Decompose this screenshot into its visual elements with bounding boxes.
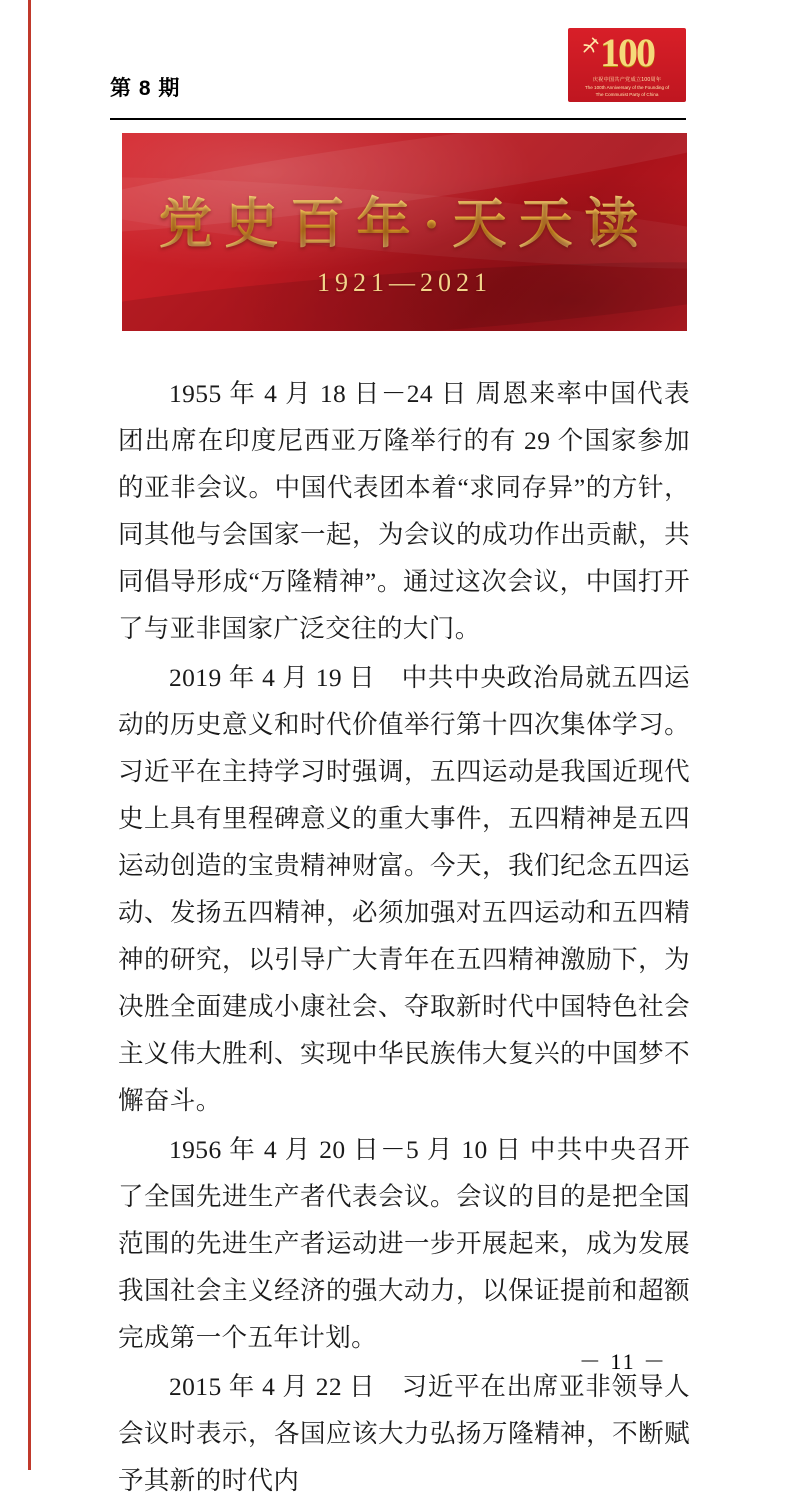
party-history-banner bbox=[122, 133, 687, 331]
emblem-english-caption-1: The 100th Anniversary of the Founding of bbox=[584, 85, 670, 90]
emblem-english-caption-2: The Communist Party of China bbox=[595, 92, 659, 97]
article-body bbox=[118, 370, 690, 1506]
paragraph: 1956 年 4 月 20 日－5 月 10 日 中共中央召开了全国先进生产者代表会议。会议的目的是把全国范围的先进生产者运动进一步开展起来，成为发展我国社会主义经济的强大动力，以保证提前和超额完成第一个五年计划。 bbox=[118, 1135, 690, 1352]
emblem-number: 100 bbox=[600, 30, 654, 75]
hammer-sickle-icon bbox=[578, 35, 604, 61]
paragraph: 2015 年 4 月 22 日 习近平在出席亚非领导人会议时表示，各国应该大力弘扬万隆精神，不断赋予其新的时代内 bbox=[118, 1372, 690, 1495]
paragraph: 2019 年 4 月 19 日 中共中央政治局就五四运动的历史意义和时代价值举行第十四次集体学习。习近平在主持学习时强调，五四运动是我国近现代史上具有里程碑意义的重大事件，五四精神是五四运动创造的宝贵精神财富。今天，我们纪念五四运动、发扬五四精神，必须加强对五四运动和五四精神的研究，以引导广大青年在五四精神激励下，为决胜全面建成小康社会、夺取新时代中国特色社会主义伟大胜利、实现中华民族伟大复兴的中国梦不懈奋斗。 bbox=[118, 663, 690, 1115]
banner-title: 党史百年·天天读 bbox=[122, 181, 687, 258]
page-number: － 11 － bbox=[578, 1349, 668, 1374]
left-margin-rule bbox=[28, 0, 31, 1470]
banner-years: 1921—2021 bbox=[317, 268, 492, 297]
cpc-100th-anniversary-emblem bbox=[568, 28, 686, 102]
header-divider bbox=[110, 118, 686, 120]
issue-label: 第 8 期 bbox=[110, 77, 181, 100]
emblem-chinese-caption: 庆祝中国共产党成立100周年 bbox=[592, 77, 662, 83]
paragraph: 1955 年 4 月 18 日－24 日 周恩来率中国代表团出席在印度尼西亚万隆举行的有 29 个国家参加的亚非会议。中国代表团本着“求同存异”的方针，同其他与会国家一起，为会议的成功作出贡献，共同倡导形成“万隆精神”。通过这次会议，中国打开了与亚非国家广泛交往的大门。 bbox=[118, 379, 690, 643]
